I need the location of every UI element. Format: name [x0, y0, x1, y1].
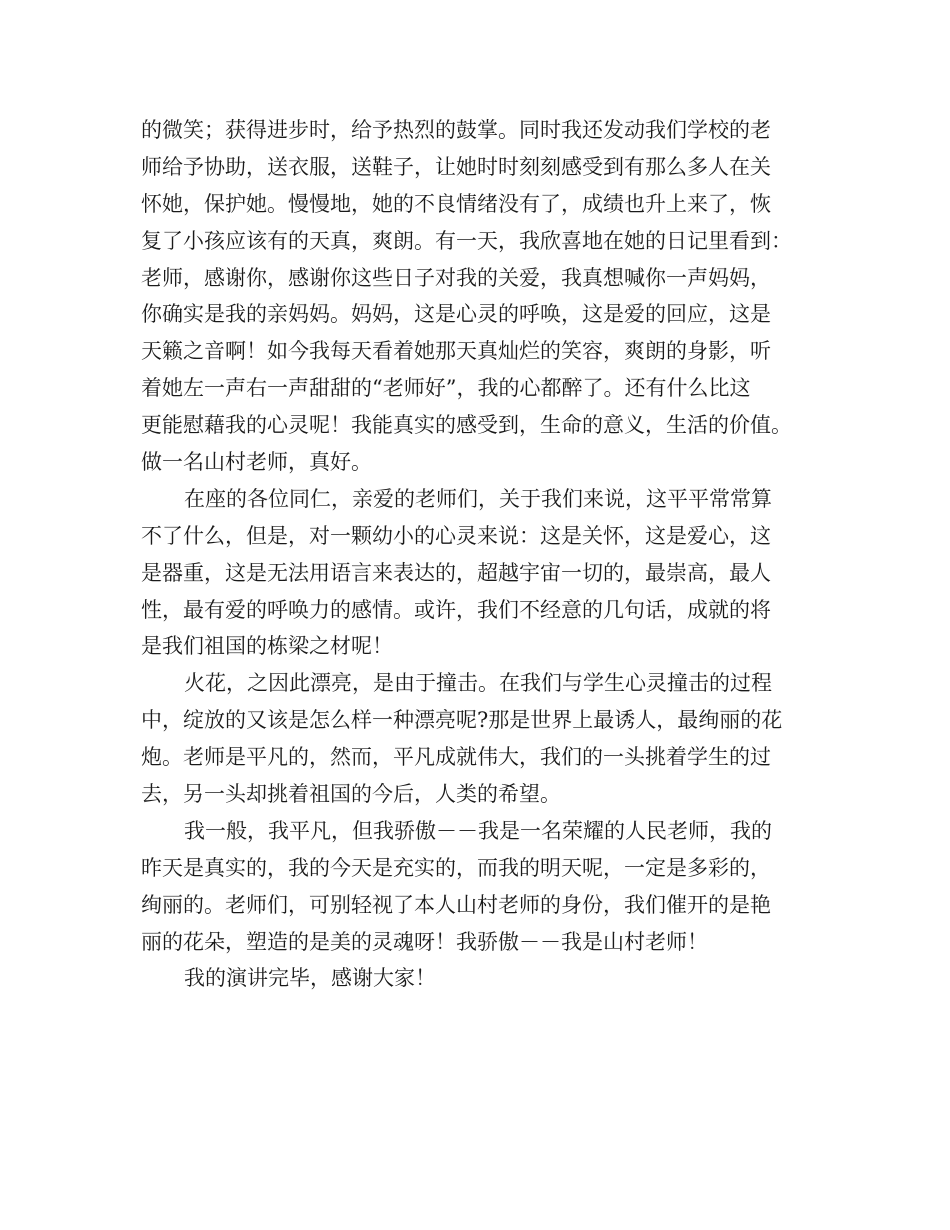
text-line: 着她左一声右一声甜甜的“老师好”，我的心都醉了。还有什么比这: [141, 376, 751, 401]
text-line: 天籁之音啊！如今我每天看着她那天真灿烂的笑容，爽朗的身影，听: [141, 339, 771, 364]
text-line: 师给予协助，送衣服，送鞋子，让她时时刻刻感受到有那么多人在关: [141, 154, 771, 179]
text-line: 中，绽放的又该是怎么样一种漂亮呢?那是世界上最诱人，最绚丽的花: [141, 708, 783, 733]
paragraph-start-line: 我的演讲完毕，感谢大家！: [184, 966, 436, 991]
text-line: 是器重，这是无法用语言来表达的，超越宇宙一切的，最崇高，最人: [141, 560, 771, 585]
text-line: 性，最有爱的呼唤力的感情。或许，我们不经意的几句话，成就的将: [141, 597, 771, 622]
text-line: 昨天是真实的，我的今天是充实的，而我的明天呢，一定是多彩的，: [141, 855, 771, 880]
text-line: 是我们祖国的栋梁之材呢！: [141, 634, 393, 659]
document-body: [141, 112, 831, 997]
text-line: 怀她，保护她。慢慢地，她的不良情绪没有了，成绩也升上来了，恢: [141, 191, 771, 216]
text-line: 不了什么，但是，对一颗幼小的心灵来说：这是关怀，这是爱心，这: [141, 523, 771, 548]
text-line: 去，另一头却挑着祖国的今后，人类的希望。: [141, 782, 561, 807]
text-line: 炮。老师是平凡的，然而，平凡成就伟大，我们的一头挑着学生的过: [141, 745, 771, 770]
text-line: 的微笑；获得进步时，给予热烈的鼓掌。同时我还发动我们学校的老: [141, 118, 771, 142]
text-line: 更能慰藉我的心灵呢！我能真实的感受到，生命的意义，生活的价值。: [141, 413, 792, 438]
text-line: 老师，感谢你，感谢你这些日子对我的关爱，我真想喊你一声妈妈，: [141, 265, 771, 290]
text-line: 复了小孩应该有的天真，爽朗。有一天，我欣喜地在她的日记里看到：: [141, 228, 792, 253]
paragraph-start-line: 在座的各位同仁，亲爱的老师们，关于我们来说，这平平常常算: [184, 486, 772, 511]
paragraph-start-line: 我一般，我平凡，但我骄傲－－我是一名荣耀的人民老师，我的: [184, 818, 772, 843]
text-line: 做一名山村老师，真好。: [141, 450, 372, 475]
text-line: 你确实是我的亲妈妈。妈妈，这是心灵的呼唤，这是爱的回应，这是: [141, 302, 771, 327]
paragraph-start-line: 火花，之因此漂亮，是由于撞击。在我们与学生心灵撞击的过程: [184, 671, 772, 696]
text-line: 绚丽的。老师们，可别轻视了本人山村老师的身份，我们催开的是艳: [141, 892, 771, 917]
text-line: 丽的花朵，塑造的是美的灵魂呀！我骄傲－－我是山村老师！: [141, 929, 708, 954]
